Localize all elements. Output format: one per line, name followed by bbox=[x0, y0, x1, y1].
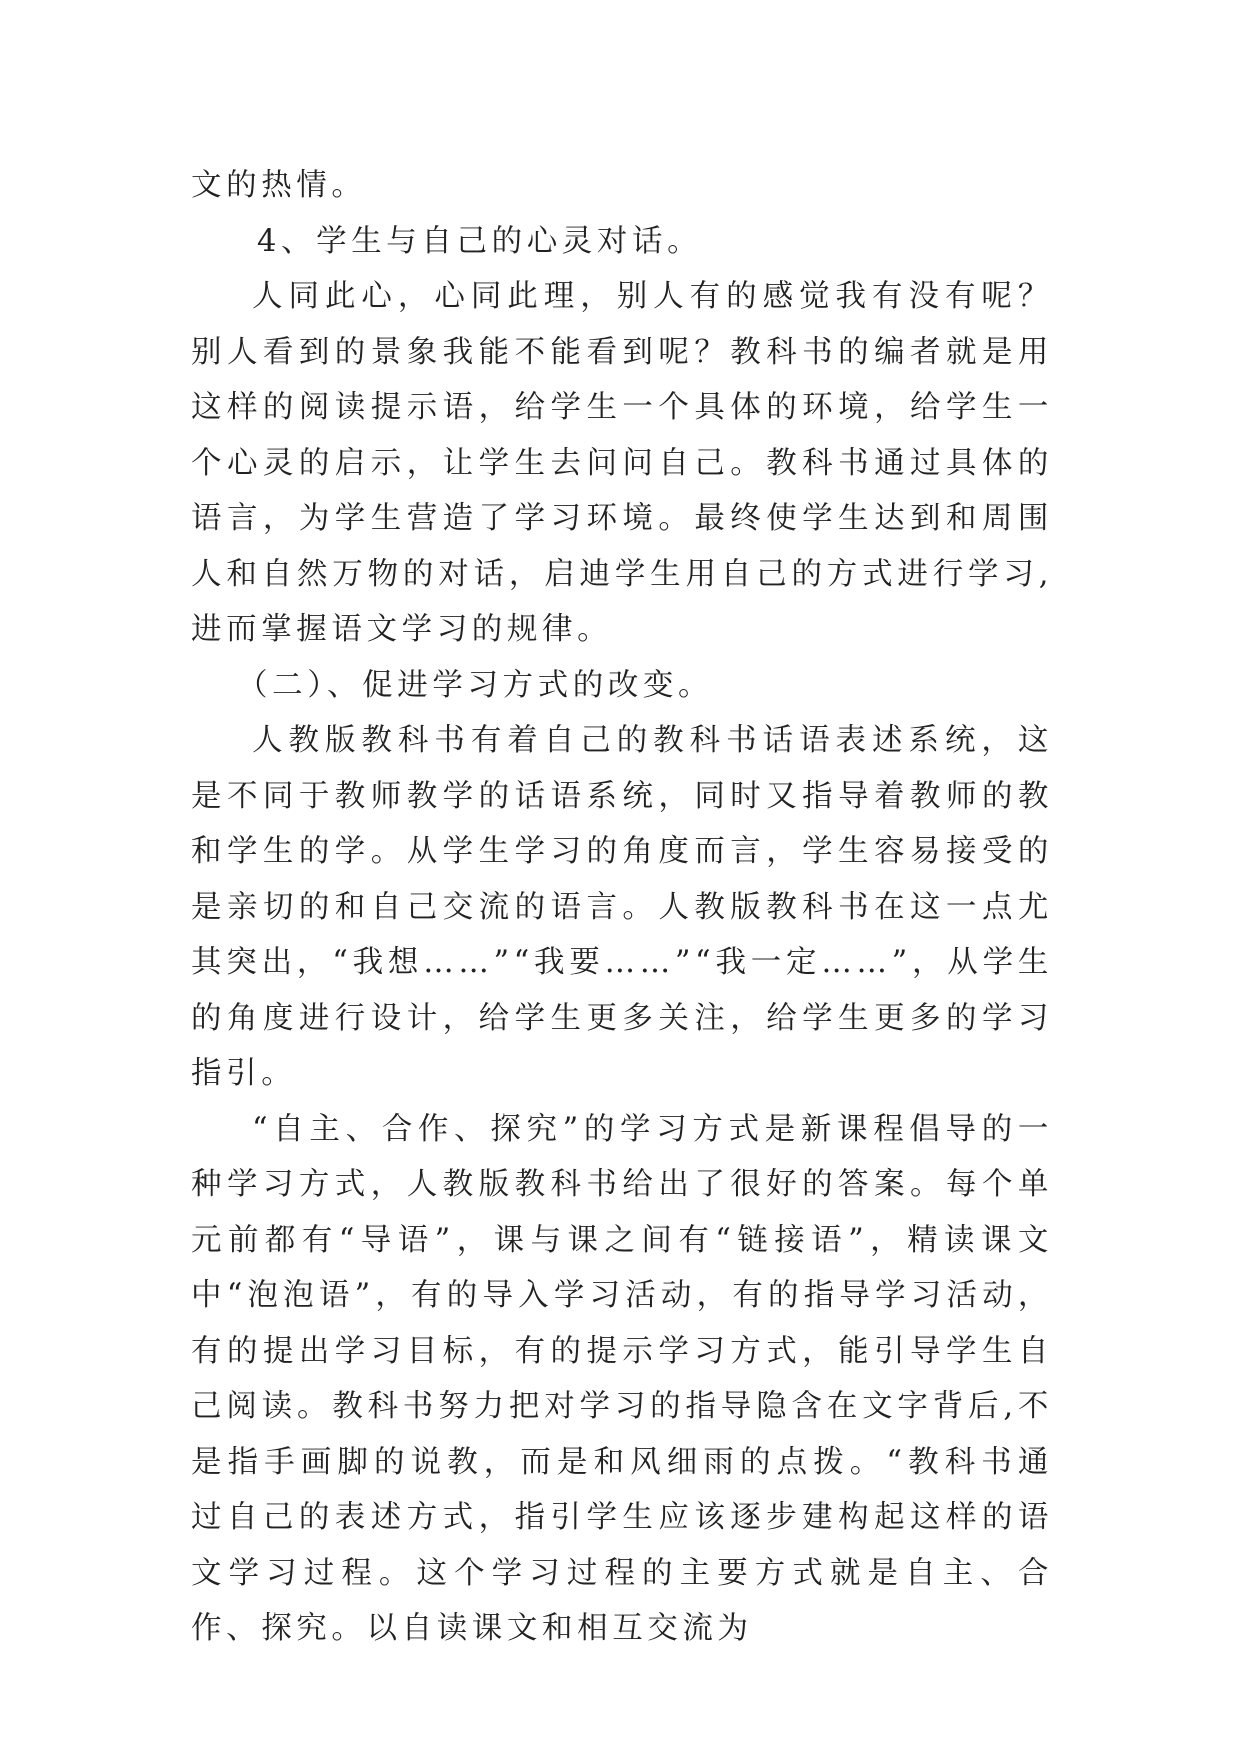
paragraph-continuation: 文的热情。 bbox=[191, 168, 367, 203]
document-body bbox=[191, 158, 1053, 1657]
paragraph-discourse-system: 人教版教科书有着自己的教科书话语表述系统，这是不同于教师教学的话语系统，同时又指导着教师的教和学生的学。从学生学习的角度而言，学生容易接受的是亲切的和自己交流的语言。人教版教科书在这一点尤其突出，“我想……”“我要……”“我一定……”，从学生的角度进行设计，给学生更多关注，给学生更多的学习指引。 bbox=[191, 723, 1053, 1091]
paragraph-dialogue-self: 人同此心，心同此理，别人有的感觉我有没有呢？别人看到的景象我能不能看到呢？教科书的编者就是用这样的阅读提示语，给学生一个具体的环境，给学生一个心灵的启示，让学生去问问自己。教科书通过具体的语言，为学生营造了学习环境。最终使学生达到和周围人和自然万物的对话，启迪学生用自己的方式进行学习,进而掌握语文学习的规律。 bbox=[191, 279, 1053, 647]
section-heading-4: 4、学生与自己的心灵对话。 bbox=[257, 223, 703, 259]
section-heading-2: （二）、促进学习方式的改变。 bbox=[237, 667, 714, 703]
paragraph-learning-method: “自主、合作、探究”的学习方式是新课程倡导的一种学习方式，人教版教科书给出了很好的答案。每个单元前都有“导语”，课与课之间有“链接语”，精读课文中“泡泡语”，有的导入学习活动，有的指导学习活动，有的提出学习目标，有的提示学习方式，能引导学生自己阅读。教科书努力把对学习的指导隐含在文字背后,不是指手画脚的说教，而是和风细雨的点拨。“教科书通过自己的表述方式，指引学生应该逐步建构起这样的语文学习过程。这个学习过程的主要方式就是自主、合作、探究。以自读课文和相互交流为 bbox=[191, 1111, 1053, 1646]
